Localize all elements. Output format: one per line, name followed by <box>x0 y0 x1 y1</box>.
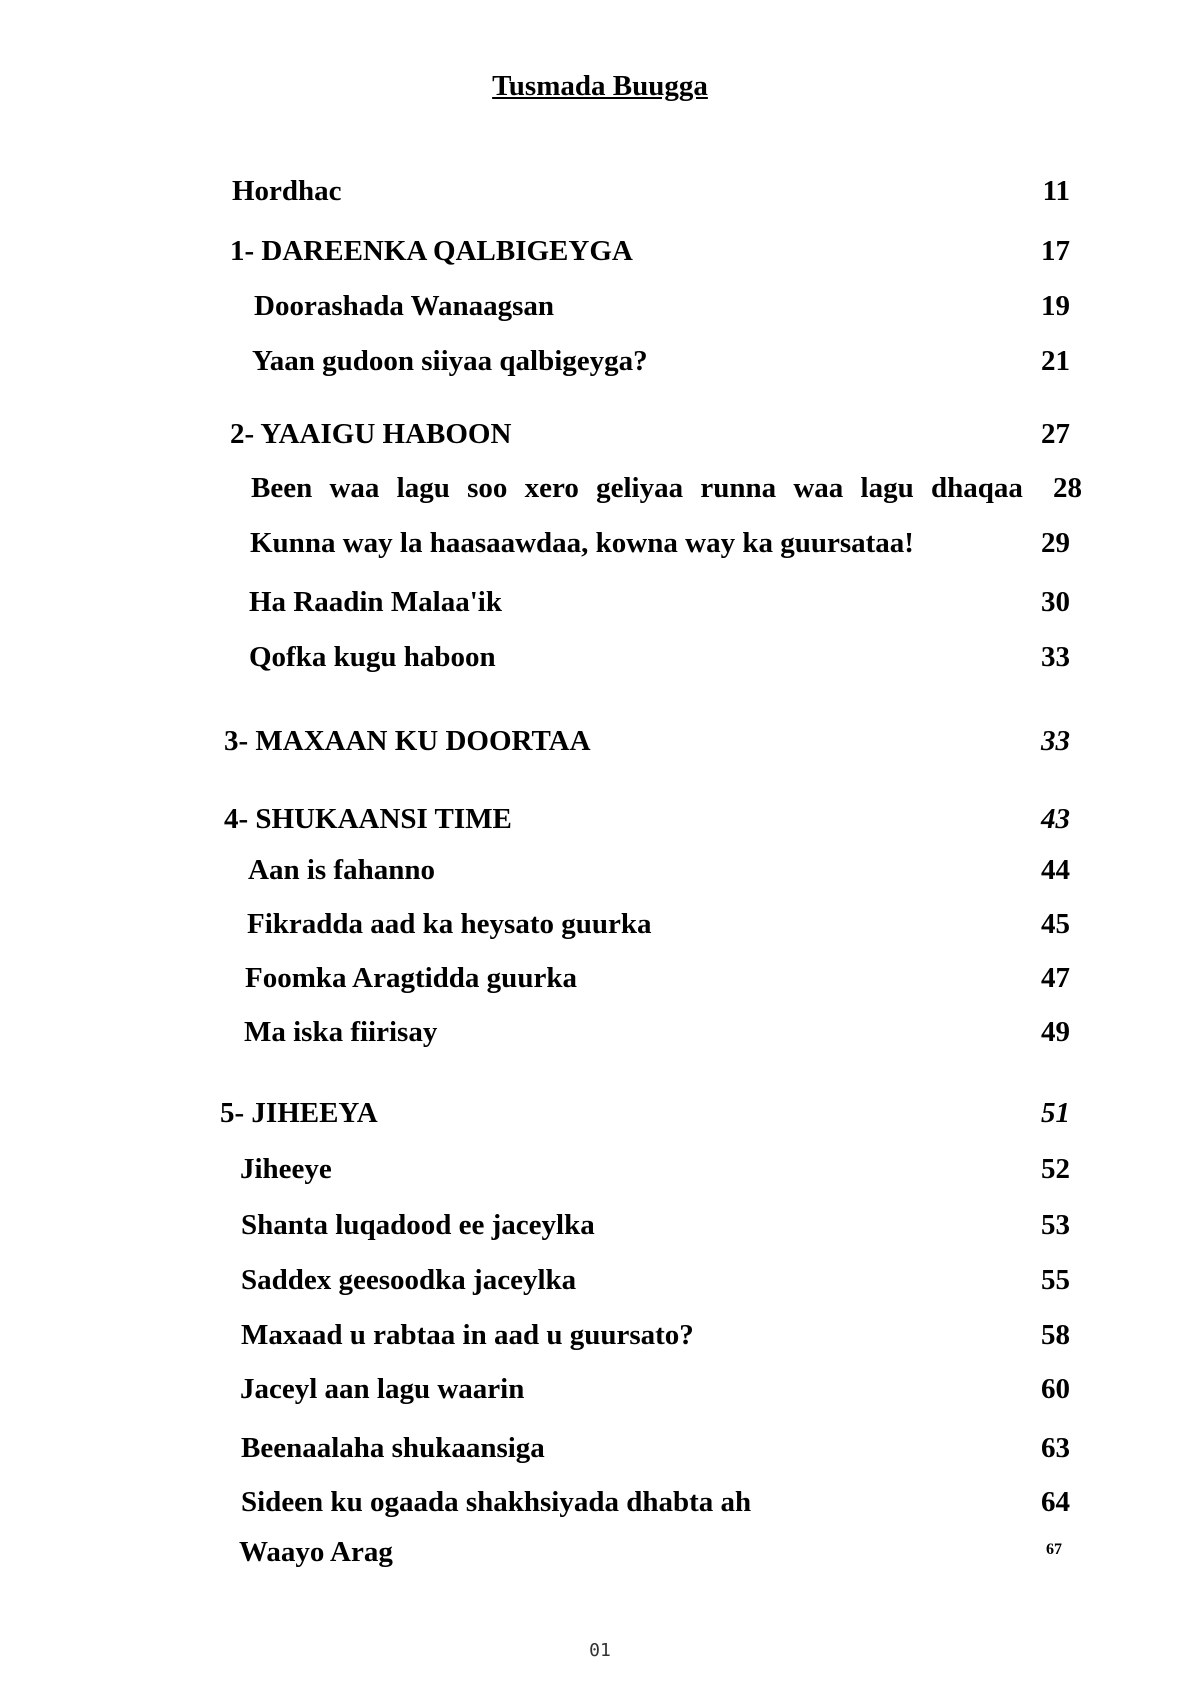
toc-entry-page: 29 <box>1041 527 1070 559</box>
toc-entry-label: Shanta luqadood ee jaceylka <box>241 1209 595 1241</box>
toc-entry-page: 49 <box>1041 1016 1070 1048</box>
toc-chapter-label: 1- DAREENKA QALBIGEYGA <box>230 235 633 267</box>
toc-chapter-label: 4- SHUKAANSI TIME <box>224 803 512 835</box>
toc-entry-label: Hordhac <box>232 175 342 207</box>
toc-title: Tusmada Buugga <box>492 70 708 102</box>
toc-entry-label: Waayo Arag <box>239 1536 393 1568</box>
toc-chapter-label: 3- MAXAAN KU DOORTAA <box>224 725 591 757</box>
toc-entry-page: 51 <box>1041 1097 1070 1129</box>
toc-entry-page: 55 <box>1041 1264 1070 1296</box>
toc-entry-label: Doorashada Wanaagsan <box>254 290 555 322</box>
toc-entry-page: 44 <box>1041 854 1070 886</box>
toc-entry-page: 47 <box>1041 962 1070 994</box>
toc-entry-label: Maxaad u rabtaa in aad u guursato? <box>241 1319 694 1351</box>
toc-entry-page: 45 <box>1041 908 1070 940</box>
toc-chapter-label: 2- YAAIGU HABOON <box>230 418 512 450</box>
toc-entry-page: 33 <box>1041 725 1070 757</box>
toc-entry-page: 33 <box>1041 641 1070 673</box>
toc-entry-page: 64 <box>1041 1486 1070 1518</box>
toc-entry-page: 58 <box>1041 1319 1070 1351</box>
toc-entry-page: 53 <box>1041 1209 1070 1241</box>
toc-entry-page: 60 <box>1041 1373 1070 1405</box>
toc-entry-page: 27 <box>1041 418 1070 450</box>
toc-chapter-label: 5- JIHEEYA <box>220 1097 378 1129</box>
toc-entry-page: 43 <box>1041 803 1070 835</box>
toc-entry-label: Saddex geesoodka jaceylka <box>241 1264 577 1296</box>
toc-entry-label: Ma iska fiirisay <box>244 1016 438 1048</box>
toc-entry-label: Jiheeye <box>240 1153 332 1185</box>
toc-entry-page: 19 <box>1041 290 1070 322</box>
toc-entry-label: Ha Raadin Malaa'ik <box>249 586 502 618</box>
toc-entry-label: Qofka kugu haboon <box>249 641 496 673</box>
toc-entry-page: 67 <box>1046 1541 1062 1558</box>
toc-entry-label: Beenaalaha shukaansiga <box>241 1432 545 1464</box>
toc-entry-label: Yaan gudoon siiyaa qalbigeyga? <box>252 345 648 377</box>
page-number: 01 <box>589 1640 611 1661</box>
toc-entry-label: Sideen ku ogaada shakhsiyada dhabta ah <box>241 1486 752 1518</box>
toc-entry-page: 21 <box>1041 345 1070 377</box>
toc-entry-page: 30 <box>1041 586 1070 618</box>
toc-entry-label: Fikradda aad ka heysato guurka <box>247 908 652 940</box>
toc-entry-label: Been waa lagu soo xero geliyaa runna waa lagu dhaqaa <box>251 472 1023 504</box>
toc-entry-page: 11 <box>1042 175 1070 207</box>
toc-entry-page: 17 <box>1041 235 1070 267</box>
toc-entry-page: 52 <box>1041 1153 1070 1185</box>
toc-entry-page: 28 <box>1053 472 1082 504</box>
toc-entry-page: 63 <box>1041 1432 1070 1464</box>
toc-entry-label: Kunna way la haasaawdaa, kowna way ka guursataa! <box>250 527 914 559</box>
toc-entry-label: Foomka Aragtidda guurka <box>245 962 577 994</box>
toc-entry-label: Aan is fahanno <box>248 854 435 886</box>
toc-entry-label: Jaceyl aan lagu waarin <box>240 1373 525 1405</box>
